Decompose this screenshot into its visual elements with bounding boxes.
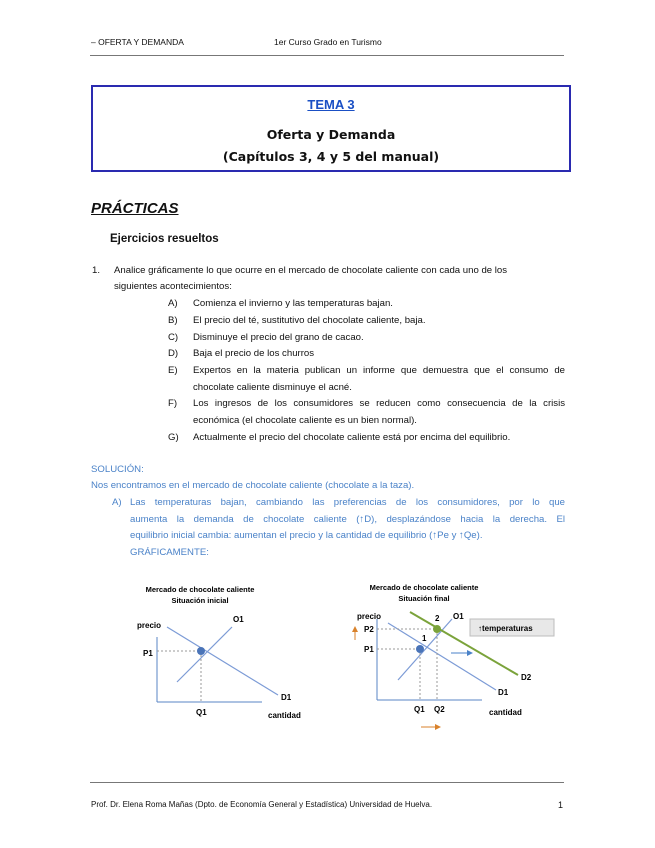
subsection-title: Ejercicios resueltos bbox=[110, 233, 219, 245]
point-2-label: 2 bbox=[435, 614, 440, 623]
tema-title: TEMA 3 bbox=[307, 97, 355, 112]
left-xlabel: cantidad bbox=[268, 711, 301, 720]
right-o1-label: O1 bbox=[453, 612, 464, 621]
option-letter: D) bbox=[168, 348, 179, 359]
solution-a-letter: A) bbox=[112, 497, 122, 508]
solution-a-line4: GRÁFICAMENTE: bbox=[130, 547, 209, 558]
solution-label: SOLUCIÓN: bbox=[91, 464, 144, 475]
solution-intro: Nos encontramos en el mercado de chocolate caliente (chocolate a la taza). bbox=[91, 480, 415, 491]
solution-a-line2: aumenta la demanda de chocolate caliente (↑D), desplazándose hacia la derecha. El bbox=[130, 514, 565, 525]
right-equilibrium-point-2 bbox=[433, 625, 441, 633]
right-xlabel: cantidad bbox=[489, 708, 522, 717]
left-q1-label: Q1 bbox=[196, 708, 207, 717]
header-left: – OFERTA Y DEMANDA bbox=[91, 37, 184, 47]
option-letter: G) bbox=[168, 432, 179, 443]
question-line1: Analice gráficamente lo que ocurre en el mercado de chocolate caliente con cada uno de los bbox=[114, 265, 508, 276]
right-ylabel: precio bbox=[357, 612, 382, 621]
left-supply-line-o1 bbox=[177, 627, 232, 682]
right-d2-label: D2 bbox=[521, 673, 532, 682]
question-number: 1. bbox=[92, 265, 101, 276]
question-line2: siguientes acontecimientos: bbox=[114, 281, 232, 292]
title-box bbox=[91, 85, 571, 172]
tema-chapters: (Capítulos 3, 4 y 5 del manual) bbox=[222, 149, 440, 164]
left-equilibrium-point bbox=[197, 647, 205, 655]
header-divider bbox=[90, 55, 564, 56]
option-text: El precio del té, sustitutivo del chocolate caliente, baja. bbox=[193, 315, 426, 326]
right-q1-label: Q1 bbox=[414, 705, 425, 714]
right-p1-label: P1 bbox=[364, 645, 374, 654]
point-1-label: 1 bbox=[422, 634, 427, 643]
option-text: Actualmente el precio del chocolate caliente está por encima del equilibrio. bbox=[193, 432, 511, 443]
left-ylabel: precio bbox=[137, 621, 162, 630]
footer-divider bbox=[90, 782, 564, 783]
option-text: Los ingresos de los consumidores se reducen como consecuencia de la crisis económica (el chocolate caliente es un bien normal). bbox=[193, 398, 565, 426]
left-title-2: Situación inicial bbox=[171, 596, 229, 605]
left-o1-label: O1 bbox=[233, 615, 244, 624]
left-title-1: Mercado de chocolate caliente bbox=[145, 585, 255, 594]
temperature-callout-text: ↑temperaturas bbox=[478, 624, 533, 633]
option-text: Baja el precio de los churros bbox=[193, 348, 315, 359]
footer-text: Prof. Dr. Elena Roma Mañas (Dpto. de Economía General y Estadística) Universidad de Huelva. bbox=[91, 800, 433, 809]
option-letter: E) bbox=[168, 365, 178, 376]
solution-a-line3: equilibrio inicial cambia: aumentan el precio y la cantidad de equilibrio (↑Pe y ↑Qe). bbox=[130, 530, 483, 541]
option-letter: C) bbox=[168, 332, 179, 343]
left-p1-label: P1 bbox=[143, 649, 153, 658]
right-title-2: Situación final bbox=[398, 594, 450, 603]
section-title: PRÁCTICAS bbox=[91, 200, 179, 217]
option-letter: B) bbox=[168, 315, 178, 326]
option-letter: F) bbox=[168, 398, 178, 409]
solution-a-line1: Las temperaturas bajan, cambiando las preferencias de los consumidores, por lo que bbox=[130, 497, 565, 508]
header-center: 1er Curso Grado en Turismo bbox=[274, 37, 382, 47]
right-title-1: Mercado de chocolate caliente bbox=[369, 583, 479, 592]
left-d1-label: D1 bbox=[281, 693, 292, 702]
option-text: Expertos en la materia publican un informe que demuestra que el consumo de chocolate caliente disminuye el acné. bbox=[193, 365, 565, 393]
tema-subtitle: Oferta y Demanda bbox=[266, 127, 396, 142]
right-q2-label: Q2 bbox=[434, 705, 445, 714]
right-equilibrium-point-1 bbox=[416, 645, 424, 653]
charts-figure bbox=[0, 575, 655, 745]
page-number: 1 bbox=[558, 800, 564, 810]
option-text: Disminuye el precio del grano de cacao. bbox=[193, 332, 364, 343]
option-text: Comienza el invierno y las temperaturas bajan. bbox=[193, 298, 393, 309]
right-p2-label: P2 bbox=[364, 625, 374, 634]
option-letter: A) bbox=[168, 298, 178, 309]
right-d1-label: D1 bbox=[498, 688, 509, 697]
